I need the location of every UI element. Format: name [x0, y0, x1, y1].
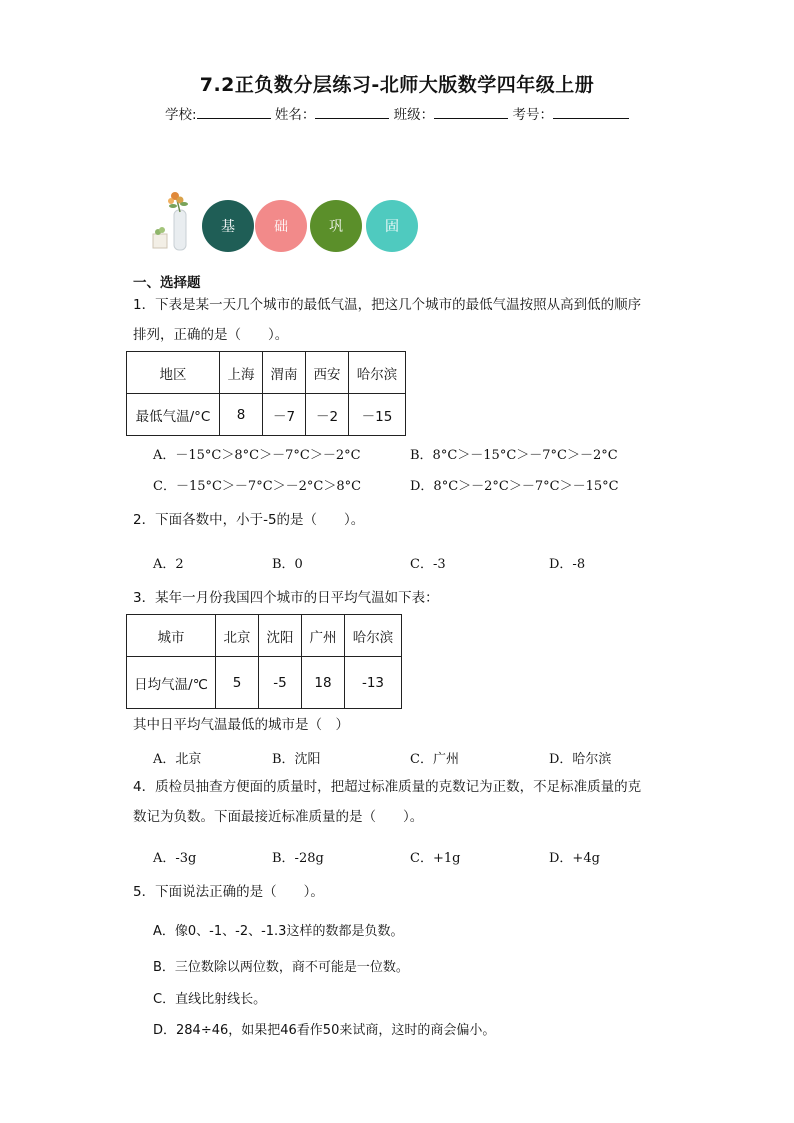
student-info-line — [0, 103, 794, 123]
question-3-table — [126, 614, 402, 709]
table-header-cell: 哈尔滨 — [349, 352, 406, 394]
option-c[interactable]: C．－15°C＞－7°C＞－2°C＞8°C — [153, 479, 362, 494]
section-badge-row — [150, 190, 440, 260]
table-cell: -13 — [345, 657, 402, 709]
badge-circle: 础 — [255, 200, 307, 252]
table-cell: 18 — [302, 657, 345, 709]
table-header-cell: 渭南 — [263, 352, 306, 394]
badge-circle: 固 — [366, 200, 418, 252]
question-2-stem — [133, 505, 673, 535]
option-d[interactable]: D．284÷46，如果把46看作50来试商，这时的商会偏小。 — [153, 1023, 496, 1038]
badge-circle: 巩 — [310, 200, 362, 252]
option-a[interactable]: A．－15°C＞8°C＞－7°C＞－2°C — [153, 448, 361, 463]
question-1-stem — [133, 290, 673, 350]
class-blank[interactable] — [434, 106, 508, 119]
question-stem-line: 2．下面各数中，小于-5的是（ ）。 — [133, 512, 365, 528]
question-stem-line: 3．某年一月份我国四个城市的日平均气温如下表： — [133, 590, 439, 606]
exam-number-label: 考号： — [512, 107, 553, 123]
class-label: 班级： — [393, 107, 435, 123]
section-title: 一、选择题 — [133, 275, 201, 291]
option-d[interactable]: D．哈尔滨 — [549, 752, 612, 767]
question-stem-line: 排列，正确的是（ ）。 — [133, 327, 289, 343]
question-stem-line: 4．质检员抽查方便面的质量时，把超过标准质量的克数记为正数，不足标准质量的克 — [133, 779, 642, 795]
option-b[interactable]: B．0 — [272, 557, 303, 572]
option-c[interactable]: C．直线比射线长。 — [153, 992, 267, 1007]
school-label: 学校: — [165, 107, 197, 123]
question-5-stem — [133, 877, 673, 907]
question-4-stem — [133, 772, 673, 832]
option-b[interactable]: B．沈阳 — [272, 752, 321, 767]
table-cell: 最低气温/°C — [127, 394, 220, 436]
option-c[interactable]: C．-3 — [410, 557, 446, 572]
table-header-cell: 沈阳 — [259, 615, 302, 657]
table-header-cell: 地区 — [127, 352, 220, 394]
table-header-cell: 上海 — [220, 352, 263, 394]
option-d[interactable]: D．+4g — [549, 851, 600, 866]
name-label: 姓名： — [274, 107, 316, 123]
name-blank[interactable] — [315, 106, 389, 119]
table-header-cell: 北京 — [216, 615, 259, 657]
table-header-cell: 城市 — [127, 615, 216, 657]
table-header-cell: 西安 — [306, 352, 349, 394]
option-d[interactable]: D．-8 — [549, 557, 586, 572]
badge-circle: 基 — [202, 200, 254, 252]
page-title: 7.2正负数分层练习-北师大版数学四年级上册 — [199, 74, 595, 96]
question-stem-line: 数记为负数。下面最接近标准质量的是（ ）。 — [133, 809, 424, 825]
option-b[interactable]: B．-28g — [272, 851, 324, 866]
option-a[interactable]: A．2 — [153, 557, 184, 572]
table-header-cell: 广州 — [302, 615, 345, 657]
table-cell: 日均气温/℃ — [127, 657, 216, 709]
option-b[interactable]: B．8°C＞－15°C＞－7°C＞－2°C — [410, 448, 618, 463]
school-blank[interactable] — [197, 106, 271, 119]
table-header-cell: 哈尔滨 — [345, 615, 402, 657]
question-stem-line: 5．下面说法正确的是（ ）。 — [133, 884, 324, 900]
table-cell: -5 — [259, 657, 302, 709]
option-a[interactable]: A．像0、-1、-2、-1.3这样的数都是负数。 — [153, 924, 404, 939]
option-d[interactable]: D．8°C＞－2°C＞－7°C＞－15°C — [410, 479, 619, 494]
table-cell: 5 — [216, 657, 259, 709]
option-b[interactable]: B．三位数除以两位数，商不可能是一位数。 — [153, 960, 409, 975]
option-a[interactable]: A．北京 — [153, 752, 202, 767]
option-c[interactable]: C．+1g — [410, 851, 461, 866]
table-cell: －15 — [349, 394, 406, 436]
table-cell: 8 — [220, 394, 263, 436]
exam-number-blank[interactable] — [553, 106, 629, 119]
question-3-stem — [133, 583, 673, 613]
question-1-table — [126, 351, 406, 436]
question-stem-line: 1．下表是某一天几个城市的最低气温，把这几个城市的最低气温按照从高到低的顺序 — [133, 297, 642, 313]
option-a[interactable]: A．-3g — [153, 851, 197, 866]
option-c[interactable]: C．广州 — [410, 752, 459, 767]
table-cell: －7 — [263, 394, 306, 436]
table-cell: －2 — [306, 394, 349, 436]
potted-plant-icon — [150, 190, 194, 254]
question-3-followup: 其中日平均气温最低的城市是（ ） — [133, 717, 349, 733]
